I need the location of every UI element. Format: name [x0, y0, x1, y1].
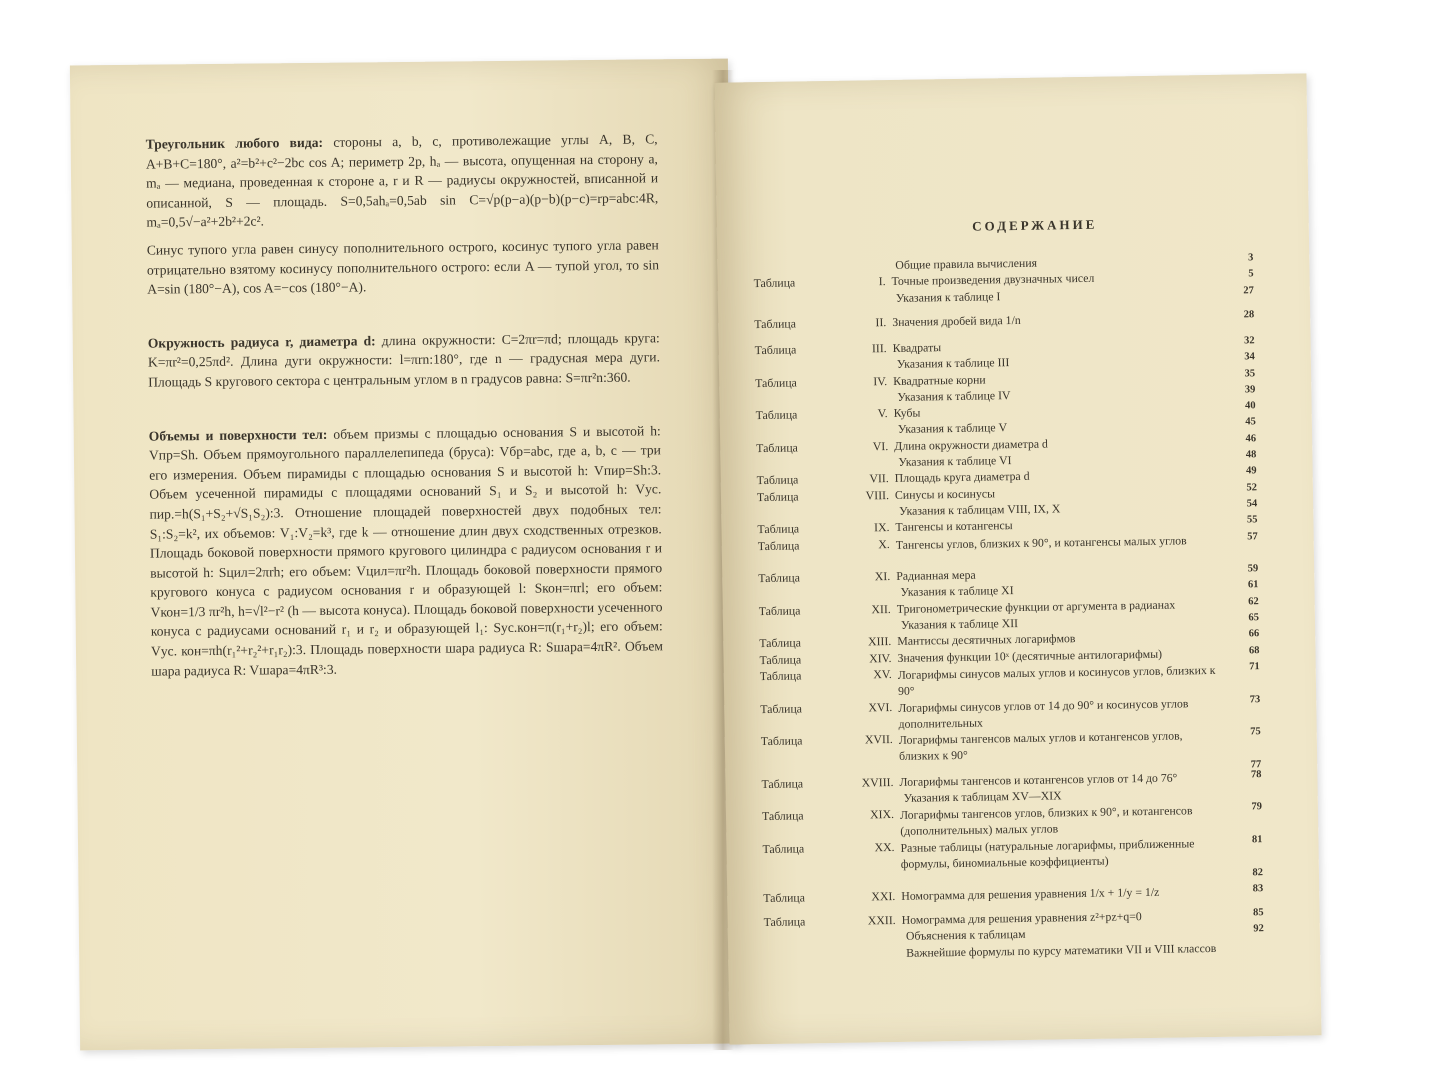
- toc-page-number: 73: [1249, 693, 1261, 705]
- toc-page-number: 55: [1246, 514, 1258, 526]
- toc-table-label: Таблица: [761, 808, 804, 824]
- toc-table-label: Таблица: [755, 374, 797, 390]
- toc-title: Указания к таблицам VIII, IX, X: [899, 501, 1061, 518]
- toc-page-number: 75: [1250, 726, 1261, 738]
- toc-title: Тангенсы углов, близких к 90°, и котангенсы малых углов: [895, 532, 1187, 552]
- toc-title: Логарифмы тангенсов углов, близких к 90°, и котангенсов (дополнительных) малых углов: [899, 803, 1193, 839]
- toc-table-number: III.: [871, 340, 887, 356]
- toc-table-number: [823, 258, 885, 259]
- toc-table-label: Таблица: [763, 913, 806, 929]
- toc-table-number: [834, 929, 896, 930]
- toc-table-number: XVI.: [868, 699, 893, 714]
- toc-title: Длина окружности диаметра d: [894, 436, 1049, 453]
- toc-table-number: XIX.: [869, 807, 895, 822]
- toc-table-number: XI.: [874, 569, 891, 584]
- toc-page-number: 48: [1245, 449, 1257, 461]
- toc-table-number: IV.: [873, 373, 888, 388]
- toc-table-number: [828, 585, 890, 586]
- toc-table-number: II.: [875, 314, 887, 330]
- toc-page-number: 82: [1252, 866, 1264, 878]
- toc-page-number: 34: [1244, 351, 1255, 363]
- toc-page-number: 5: [1248, 268, 1254, 280]
- toc-table-label: Таблица: [763, 889, 806, 905]
- toc-title: Указания к таблице XI: [900, 583, 1014, 600]
- toc-title: Указания к таблице XII: [900, 616, 1019, 632]
- toc-table-number: X.: [878, 536, 890, 551]
- toc-page-number: 46: [1245, 432, 1257, 445]
- toc-table-number: [834, 945, 896, 946]
- toc-table-number: XXI.: [871, 888, 896, 903]
- toc-page-number: 28: [1243, 309, 1255, 321]
- circle-text: длина окружности: C=2πr=πd; площадь круга: K=πr²=0,25πd². Длина дуги окружности: l=πrn:180°, где n — градусная мера дуги. Площадь S кругового сектора с центральным углом в n градусов равна: S=πr²n:360.: [147, 330, 661, 390]
- volumes-heading: Объемы и поверхности тел:: [148, 426, 328, 444]
- toc-page-number: 62: [1248, 595, 1259, 608]
- toc-page-number: 71: [1249, 661, 1260, 673]
- toc-title: Значения дробей вида 1/n: [892, 312, 1021, 329]
- toc-page-number: 61: [1247, 579, 1259, 591]
- toc-table-label: Таблица: [756, 440, 798, 455]
- toc-title: Логарифмы тангенсов малых углов и котангенсов углов, близких к 90°: [898, 728, 1183, 763]
- toc-table-label: Таблица: [760, 700, 803, 716]
- toc-table-number: XIII.: [867, 634, 892, 649]
- toc-table-label: [764, 930, 834, 931]
- toc-table-number: [831, 765, 893, 766]
- triangle-paragraph: [146, 129, 659, 232]
- toc-table-number: VII.: [869, 471, 889, 486]
- volumes-paragraph: [149, 421, 664, 681]
- toc-title: Указания к таблице IV: [897, 387, 1011, 404]
- toc-page-number: 66: [1248, 628, 1260, 640]
- toc-title: Синусы и косинусы: [894, 485, 996, 502]
- toc-title: Указания к таблице VI: [898, 453, 1012, 469]
- toc-page-number: 59: [1247, 563, 1259, 575]
- toc-table-label: Таблица: [756, 472, 799, 488]
- toc-page-number: 32: [1244, 335, 1255, 347]
- toc-page-number: 85: [1252, 906, 1264, 918]
- toc-page-number: 3: [1247, 252, 1254, 264]
- toc-table-number: XX.: [874, 839, 895, 855]
- toc-page-number: 40: [1245, 400, 1256, 412]
- toc-title: Значения функции 10ˣ (десятичные антилогарифмы): [897, 646, 1163, 665]
- toc-page-number: 81: [1251, 834, 1263, 846]
- toc-table-number: I.: [878, 274, 886, 289]
- toc-table-number: XXII.: [867, 912, 896, 927]
- toc-table-label: Таблица: [757, 521, 800, 537]
- toc-table-number: IX.: [873, 520, 890, 535]
- toc-table-label: [763, 873, 833, 874]
- triangle-text: стороны a, b, c, противолежащие углы A, B, C, A+B+C=180°, a²=b²+c²−2bc cos A; периметр 2p, hₐ — высота, опущенная на сторону a, mₐ — медиана, проведенная к стороне a, r и R — радиусы окружностей, вписанной и описанной, S — площадь. S=0,5ahₐ=0,5ab sin C=√p(p−a)(p−b)(p−c)=rp=abc:4R, mₐ=0,5√−a²+2b²+2c².: [145, 131, 659, 231]
- toc-table-number: V.: [877, 406, 888, 421]
- toc-page-number: 83: [1252, 882, 1264, 894]
- toc-table-number: XIV.: [869, 650, 892, 665]
- toc-page-number: 79: [1251, 801, 1263, 813]
- toc-table-label: [754, 292, 824, 293]
- toc-page-number: 39: [1244, 384, 1256, 396]
- toc-title: Указания к таблице I: [895, 288, 1001, 305]
- toc-table-label: Таблица: [756, 489, 799, 504]
- toc-title: Площадь круга диаметра d: [894, 469, 1030, 486]
- toc-entry: [760, 693, 1261, 731]
- toc-table-number: [826, 455, 888, 456]
- toc-title: Тригонометрические функции от аргумента в радианах: [896, 597, 1176, 616]
- toc-title: Общие правила вычисления: [895, 255, 1038, 272]
- toc-title: Логарифмы синусов углов от 14 до 90° и косинусов углов дополнительных: [898, 695, 1189, 731]
- circle-heading: Окружность радиуса r, диаметра d:: [147, 333, 376, 351]
- toc-title: Мантиссы десятичных логарифмов: [897, 631, 1076, 649]
- toc-table-number: [824, 291, 886, 292]
- toc-title: Указания к таблице V: [897, 420, 1008, 437]
- toc-table-number: [833, 872, 895, 873]
- toc-page-number: 77: [1250, 758, 1262, 771]
- toc-table-number: [825, 357, 887, 358]
- toc-title: Точные произведения двузначных чисел: [891, 271, 1095, 289]
- toc-table-label: [753, 259, 823, 260]
- toc-table-number: [827, 504, 889, 505]
- toc-table-label: [761, 766, 831, 767]
- toc-table-label: Таблица: [759, 652, 802, 667]
- toc-title: Указания к таблицам XV—XIX: [903, 788, 1062, 805]
- toc-page-number: 78: [1250, 768, 1262, 781]
- toc-heading: СОДЕРЖАНИЕ: [972, 216, 1098, 234]
- toc-table-label: Таблица: [762, 841, 805, 856]
- toc-title: Номограмма для решения уравнения 1/x + 1/y = 1/z: [901, 884, 1160, 903]
- toc-table-label: Таблица: [754, 342, 797, 357]
- toc-title: Логарифмы тангенсов и котангенсов углов от 14 до 76°: [899, 770, 1178, 789]
- toc-table-label: Таблица: [759, 668, 802, 683]
- toc-table-number: XVIII.: [861, 774, 894, 790]
- toc-title: Разные таблицы (натуральные логарифмы, приближенные формулы, биномиальные коэффициенты): [900, 836, 1195, 871]
- toc-table-number: XV.: [873, 666, 892, 682]
- volumes-text: объем призмы с площадью основания S и высотой h: Vпр=Sh. Объем прямоугольного параллелепипеда (бруса): Vбр=abc, где a, b, c — три его измерения. Объем пирамиды с площадью основания S и высотой h: Vпир=Sh:3. Объем усеченной пирамиды с площадями оснований S₁ и S₂ и высотой h: Vус. пир.=h(S₁+S₂+√S₁S₂):3. Отношение площадей поверхностей двух подобных тел: S₁:S₂=k², их объемов: V₁:V₂=k³, где k — отношение длин двух сходственных отрезков. Площадь боковой поверхности прямого кругового цилиндра с радиусом основания r и высотой h: Sцил=2πrh; его объем: Vцил=πr²h. Площадь боковой поверхности прямого кругового конуса с радиусом основания r и образующей l: Sкон=πrl; его объем: Vкон=1/3 πr²h, h=√l²−r² (h — высота конуса). Площадь боковой поверхности усеченного конуса с радиусами оснований r₁ и r₂ и образующей l₁: Sус.кон=π(r₁+r₂)l; его объем: Vус. кон=πh(r₁²+r₂²+r₁r₂):3. Площадь поверхности шара радиуса R: Sшара=4πR². Объем шара радиуса R: Vшара=4πR³:3.: [148, 422, 664, 679]
- right-page: [714, 73, 1321, 1044]
- toc-page-number: 65: [1248, 612, 1260, 624]
- toc-table-number: VI.: [872, 438, 889, 453]
- circle-paragraph: [148, 328, 661, 392]
- toc-table-label: [764, 946, 834, 947]
- toc-entry: [760, 726, 1261, 763]
- toc-page-number: 54: [1246, 498, 1258, 510]
- toc-table-label: Таблица: [754, 316, 796, 332]
- toc-table-number: VIII.: [865, 487, 890, 502]
- toc-table-label: Таблица: [753, 275, 796, 291]
- toc-title: Квадраты: [892, 340, 942, 355]
- toc-table-label: [755, 358, 825, 359]
- toc-entry: [754, 309, 1254, 333]
- toc-table-label: [755, 391, 825, 392]
- toc-title: Объяснения к таблицам: [905, 926, 1026, 943]
- toc-title: Указания к таблице III: [896, 355, 1010, 372]
- toc-table-number: [826, 422, 888, 423]
- toc-table-label: [756, 423, 826, 424]
- toc-table-label: Таблица: [755, 407, 798, 423]
- toc-entry: [762, 834, 1263, 871]
- toc-table-label: [762, 792, 832, 793]
- toc-table-label: [756, 456, 826, 457]
- toc-page-number: 68: [1248, 644, 1260, 656]
- triangle-heading: Треугольник любого вида:: [145, 134, 324, 152]
- toc-table-label: Таблица: [758, 603, 801, 618]
- toc-table-number: [825, 390, 887, 391]
- toc-page-number: 45: [1245, 416, 1256, 428]
- toc-page-number: 49: [1246, 465, 1257, 477]
- toc-table-label: [759, 619, 829, 620]
- toc-title: Тангенсы и котангенсы: [895, 518, 1013, 535]
- toc-page-number: 27: [1243, 284, 1254, 297]
- toc-title: Радианная мера: [896, 567, 976, 584]
- toc-table-label: Таблица: [759, 635, 802, 651]
- toc-table-label: Таблица: [757, 537, 800, 553]
- toc-table-number: XVII.: [864, 732, 893, 747]
- table-of-contents: [753, 252, 1264, 960]
- toc-table-number: [829, 618, 891, 619]
- toc-table-label: [757, 505, 827, 506]
- toc-table-number: [832, 791, 894, 792]
- left-page-text: [146, 129, 664, 687]
- toc-title: Квадратные корни: [893, 371, 986, 388]
- toc-table-label: Таблица: [760, 733, 803, 749]
- toc-table-number: XII.: [871, 601, 891, 616]
- toc-page-number: 57: [1247, 530, 1258, 542]
- obtuse-paragraph: Синус тупого угла равен синусу пополнительного острого, косинус тупого угла равен отрицательно взятому косинусу пополнительного острого: если A — тупой угол, то sin A=sin (180°−A), cos A=−cos (180°−A).: [146, 237, 660, 297]
- toc-table-label: Таблица: [758, 570, 800, 586]
- toc-table-label: Таблица: [761, 776, 804, 791]
- toc-page-number: 52: [1246, 481, 1257, 493]
- toc-title: Номограмма для решения уравнения z²+pz+q=0: [901, 908, 1142, 927]
- left-page: [70, 59, 738, 1051]
- toc-title: Логарифмы синусов малых углов и косинусов углов, близких к 90°: [897, 662, 1216, 698]
- toc-page-number: 92: [1253, 922, 1264, 935]
- toc-page-number: 35: [1244, 367, 1256, 379]
- toc-title: Важнейшие формулы по курсу математики VII и VIII классов: [906, 941, 1217, 960]
- toc-table-label: [758, 586, 828, 587]
- toc-title: Кубы: [893, 405, 921, 421]
